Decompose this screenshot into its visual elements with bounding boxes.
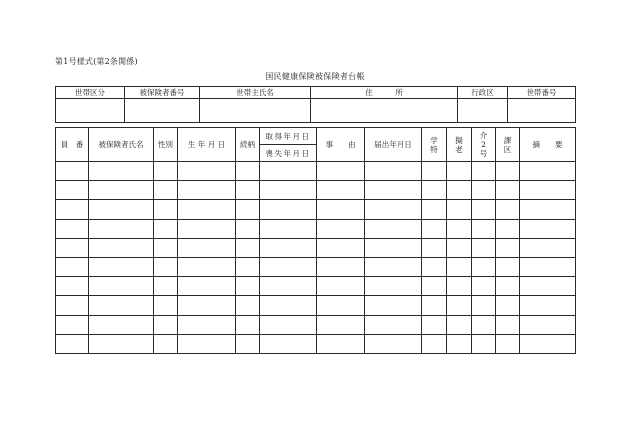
- header-reason: 事 由: [317, 128, 365, 162]
- cell-student-special[interactable]: [422, 334, 447, 353]
- header-gender: 性別: [154, 128, 178, 162]
- cell-member-number[interactable]: [56, 238, 89, 257]
- header-household-number: 世帯番号: [508, 87, 576, 99]
- cell-gender[interactable]: [154, 238, 178, 257]
- cell-acquired-lost-date[interactable]: [260, 162, 317, 181]
- cell-insured-name[interactable]: [89, 181, 154, 200]
- field-insured-number[interactable]: [125, 99, 200, 123]
- cell-acquired-lost-date[interactable]: [260, 277, 317, 296]
- cell-tax-category[interactable]: [496, 162, 520, 181]
- cell-tax-category[interactable]: [496, 296, 520, 315]
- cell-student-special[interactable]: [422, 238, 447, 257]
- header-household-category: 世帯区分: [56, 87, 125, 99]
- cell-remarks[interactable]: [520, 162, 576, 181]
- cell-tax-category[interactable]: [496, 200, 520, 219]
- cell-student-special[interactable]: [422, 257, 447, 276]
- cell-remarks[interactable]: [520, 219, 576, 238]
- cell-birth-date[interactable]: [178, 334, 236, 353]
- cell-gender[interactable]: [154, 277, 178, 296]
- cell-birth-date[interactable]: [178, 296, 236, 315]
- cell-care-insured-2[interactable]: [472, 162, 496, 181]
- cell-student-special[interactable]: [422, 200, 447, 219]
- cell-relationship[interactable]: [236, 315, 260, 334]
- cell-reason[interactable]: [317, 238, 365, 257]
- cell-remarks[interactable]: [520, 296, 576, 315]
- cell-member-number[interactable]: [56, 200, 89, 219]
- household-value-row: [56, 99, 576, 123]
- cell-notification-date[interactable]: [365, 296, 422, 315]
- table-row: [56, 162, 576, 181]
- header-elderly: 擬 老: [447, 128, 472, 162]
- cell-care-insured-2[interactable]: [472, 334, 496, 353]
- cell-birth-date[interactable]: [178, 238, 236, 257]
- cell-insured-name[interactable]: [89, 277, 154, 296]
- cell-care-insured-2[interactable]: [472, 296, 496, 315]
- household-header-row: [56, 87, 576, 99]
- cell-notification-date[interactable]: [365, 277, 422, 296]
- header-relationship: 続柄: [236, 128, 260, 162]
- cell-student-special[interactable]: [422, 277, 447, 296]
- cell-relationship[interactable]: [236, 277, 260, 296]
- cell-tax-category[interactable]: [496, 315, 520, 334]
- cell-remarks[interactable]: [520, 277, 576, 296]
- header-birth-date: 生 年 月 日: [178, 128, 236, 162]
- cell-birth-date[interactable]: [178, 200, 236, 219]
- cell-acquired-lost-date[interactable]: [260, 257, 317, 276]
- cell-care-insured-2[interactable]: [472, 200, 496, 219]
- cell-reason[interactable]: [317, 257, 365, 276]
- cell-gender[interactable]: [154, 219, 178, 238]
- household-info-table: [55, 86, 576, 123]
- cell-gender[interactable]: [154, 200, 178, 219]
- cell-member-number[interactable]: [56, 277, 89, 296]
- header-care-insured-2: 介 2 号: [472, 128, 496, 162]
- cell-relationship[interactable]: [236, 334, 260, 353]
- field-household-number[interactable]: [508, 99, 576, 123]
- cell-relationship[interactable]: [236, 200, 260, 219]
- cell-birth-date[interactable]: [178, 257, 236, 276]
- cell-elderly[interactable]: [447, 277, 472, 296]
- cell-remarks[interactable]: [520, 334, 576, 353]
- header-insured-number: 被保険者番号: [125, 87, 200, 99]
- cell-member-number[interactable]: [56, 181, 89, 200]
- cell-reason[interactable]: [317, 162, 365, 181]
- header-acquired-date: 取得年月日: [260, 128, 317, 145]
- header-address: 住 所: [311, 87, 458, 99]
- cell-member-number[interactable]: [56, 315, 89, 334]
- cell-insured-name[interactable]: [89, 200, 154, 219]
- cell-care-insured-2[interactable]: [472, 315, 496, 334]
- cell-insured-name[interactable]: [89, 334, 154, 353]
- header-student-special: 学 特: [422, 128, 447, 162]
- cell-reason[interactable]: [317, 277, 365, 296]
- cell-acquired-lost-date[interactable]: [260, 219, 317, 238]
- cell-reason[interactable]: [317, 181, 365, 200]
- cell-tax-category[interactable]: [496, 334, 520, 353]
- cell-gender[interactable]: [154, 181, 178, 200]
- cell-relationship[interactable]: [236, 181, 260, 200]
- cell-student-special[interactable]: [422, 219, 447, 238]
- table-row: [56, 219, 576, 238]
- table-row: [56, 181, 576, 200]
- form-number-label: 第1号様式(第2条関係): [55, 57, 138, 66]
- cell-insured-name[interactable]: [89, 296, 154, 315]
- table-row: [56, 334, 576, 353]
- cell-birth-date[interactable]: [178, 315, 236, 334]
- cell-birth-date[interactable]: [178, 219, 236, 238]
- cell-elderly[interactable]: [447, 219, 472, 238]
- field-administrative-district[interactable]: [458, 99, 508, 123]
- cell-birth-date[interactable]: [178, 181, 236, 200]
- table-row: [56, 277, 576, 296]
- cell-remarks[interactable]: [520, 257, 576, 276]
- cell-insured-name[interactable]: [89, 315, 154, 334]
- cell-member-number[interactable]: [56, 257, 89, 276]
- cell-remarks[interactable]: [520, 238, 576, 257]
- cell-care-insured-2[interactable]: [472, 277, 496, 296]
- cell-acquired-lost-date[interactable]: [260, 200, 317, 219]
- cell-notification-date[interactable]: [365, 257, 422, 276]
- cell-elderly[interactable]: [447, 315, 472, 334]
- cell-acquired-lost-date[interactable]: [260, 238, 317, 257]
- table-row: [56, 315, 576, 334]
- cell-gender[interactable]: [154, 257, 178, 276]
- cell-elderly[interactable]: [447, 257, 472, 276]
- header-insured-name: 被保険者氏名: [89, 128, 154, 162]
- cell-reason[interactable]: [317, 334, 365, 353]
- cell-care-insured-2[interactable]: [472, 181, 496, 200]
- cell-insured-name[interactable]: [89, 219, 154, 238]
- header-member-number: 員 番: [56, 128, 89, 162]
- cell-relationship[interactable]: [236, 238, 260, 257]
- cell-student-special[interactable]: [422, 296, 447, 315]
- cell-student-special[interactable]: [422, 315, 447, 334]
- cell-remarks[interactable]: [520, 315, 576, 334]
- cell-member-number[interactable]: [56, 296, 89, 315]
- cell-elderly[interactable]: [447, 296, 472, 315]
- header-administrative-district: 行政区: [458, 87, 508, 99]
- cell-student-special[interactable]: [422, 181, 447, 200]
- cell-notification-date[interactable]: [365, 315, 422, 334]
- cell-acquired-lost-date[interactable]: [260, 315, 317, 334]
- cell-elderly[interactable]: [447, 162, 472, 181]
- cell-relationship[interactable]: [236, 257, 260, 276]
- cell-insured-name[interactable]: [89, 257, 154, 276]
- cell-insured-name[interactable]: [89, 238, 154, 257]
- ledger-header-row-1: [56, 128, 576, 145]
- cell-member-number[interactable]: [56, 219, 89, 238]
- header-notification-date: 届出年月日: [365, 128, 422, 162]
- header-remarks: 摘 要: [520, 128, 576, 162]
- ledger-body: [56, 162, 576, 354]
- cell-elderly[interactable]: [447, 181, 472, 200]
- field-household-category[interactable]: [56, 99, 125, 123]
- header-householder-name: 世帯主氏名: [200, 87, 311, 99]
- table-row: [56, 200, 576, 219]
- cell-notification-date[interactable]: [365, 219, 422, 238]
- cell-gender[interactable]: [154, 334, 178, 353]
- cell-tax-category[interactable]: [496, 257, 520, 276]
- field-householder-name[interactable]: [200, 99, 311, 123]
- cell-reason[interactable]: [317, 296, 365, 315]
- cell-gender[interactable]: [154, 296, 178, 315]
- cell-notification-date[interactable]: [365, 181, 422, 200]
- cell-reason[interactable]: [317, 219, 365, 238]
- cell-tax-category[interactable]: [496, 238, 520, 257]
- cell-elderly[interactable]: [447, 238, 472, 257]
- cell-relationship[interactable]: [236, 219, 260, 238]
- cell-tax-category[interactable]: [496, 181, 520, 200]
- cell-acquired-lost-date[interactable]: [260, 334, 317, 353]
- cell-notification-date[interactable]: [365, 238, 422, 257]
- cell-member-number[interactable]: [56, 162, 89, 181]
- cell-care-insured-2[interactable]: [472, 238, 496, 257]
- cell-gender[interactable]: [154, 162, 178, 181]
- cell-insured-name[interactable]: [89, 162, 154, 181]
- cell-reason[interactable]: [317, 200, 365, 219]
- cell-member-number[interactable]: [56, 334, 89, 353]
- header-tax-category: 課 区: [496, 128, 520, 162]
- cell-notification-date[interactable]: [365, 334, 422, 353]
- cell-remarks[interactable]: [520, 200, 576, 219]
- cell-elderly[interactable]: [447, 200, 472, 219]
- cell-student-special[interactable]: [422, 162, 447, 181]
- cell-care-insured-2[interactable]: [472, 219, 496, 238]
- cell-remarks[interactable]: [520, 181, 576, 200]
- document-title: 国民健康保険被保険者台帳: [265, 72, 365, 81]
- header-lost-date: 喪失年月日: [260, 145, 317, 162]
- table-row: [56, 238, 576, 257]
- table-row: [56, 257, 576, 276]
- insured-ledger-table: [55, 127, 576, 354]
- cell-care-insured-2[interactable]: [472, 257, 496, 276]
- cell-relationship[interactable]: [236, 162, 260, 181]
- cell-tax-category[interactable]: [496, 277, 520, 296]
- cell-acquired-lost-date[interactable]: [260, 296, 317, 315]
- cell-notification-date[interactable]: [365, 200, 422, 219]
- cell-notification-date[interactable]: [365, 162, 422, 181]
- table-row: [56, 296, 576, 315]
- cell-relationship[interactable]: [236, 296, 260, 315]
- cell-tax-category[interactable]: [496, 219, 520, 238]
- cell-reason[interactable]: [317, 315, 365, 334]
- cell-acquired-lost-date[interactable]: [260, 181, 317, 200]
- cell-birth-date[interactable]: [178, 162, 236, 181]
- cell-gender[interactable]: [154, 315, 178, 334]
- cell-elderly[interactable]: [447, 334, 472, 353]
- field-address[interactable]: [311, 99, 458, 123]
- cell-birth-date[interactable]: [178, 277, 236, 296]
